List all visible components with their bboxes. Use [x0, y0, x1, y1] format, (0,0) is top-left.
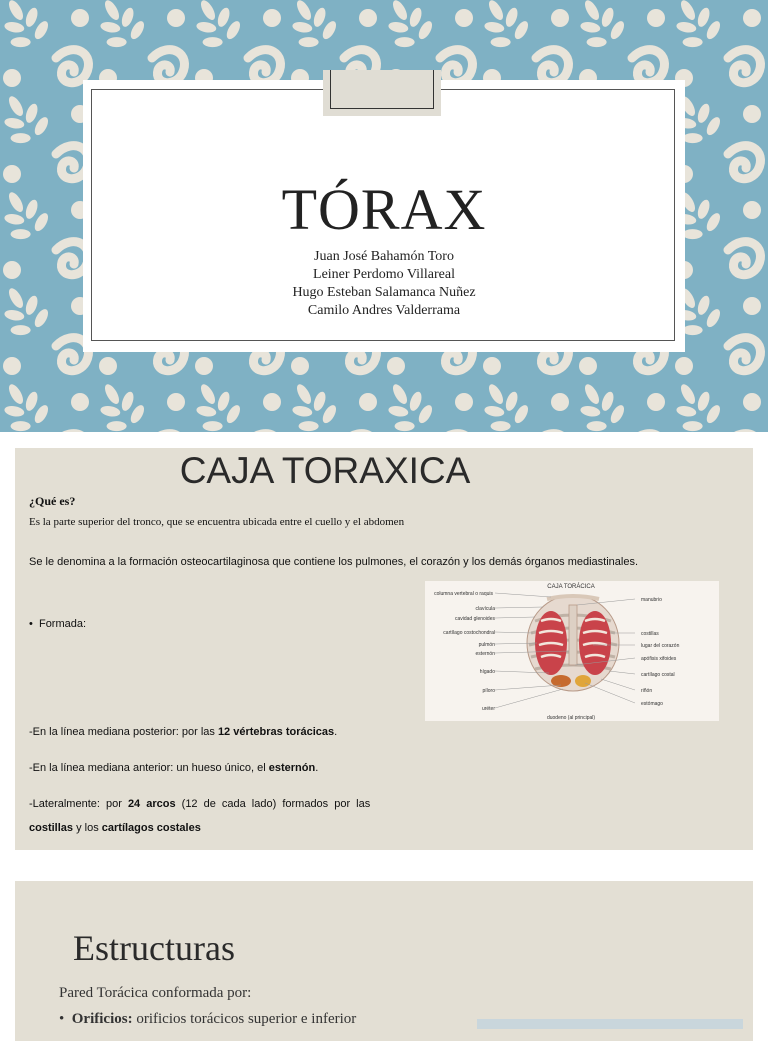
label-estomago: estómago [641, 701, 663, 707]
definition-text: Es la parte superior del tronco, que se encuentra ubicada entre el cuello y el abdomen [29, 516, 405, 528]
label-rinon: riñón [641, 688, 653, 694]
label-columna: columna vertebral o raquis [434, 591, 493, 597]
bullet-label: Formada: [38, 618, 87, 630]
label-piloro: píloro [482, 688, 495, 694]
line-costillas: costillas y los cartílagos costales [29, 822, 201, 834]
label-costillas: costillas [641, 631, 659, 637]
bullet-orificios: • Orificios: orificios torácicos superior e inferior [59, 1011, 357, 1027]
author-2: Leiner Perdomo Villareal [313, 267, 455, 282]
estructuras-slide [15, 881, 753, 1041]
label-clavicula: clavícula [475, 606, 495, 612]
author-3: Hugo Esteban Salamanca Nuñez [292, 285, 476, 300]
structure-image [477, 1019, 743, 1029]
author-4: Camilo Andres Valderrama [307, 303, 461, 318]
slide-title: Estructuras [73, 928, 235, 968]
author-list [83, 248, 685, 320]
bullet-formada: • Formada: [29, 618, 87, 630]
label-xifoides: apófisis xifoides [641, 656, 677, 662]
rib-cage-diagram [425, 581, 719, 721]
presentation-title: TÓRAX [281, 177, 487, 242]
label-cartilago-costo: cartílago costochondral [443, 630, 495, 636]
label-pulmon: pulmón [478, 642, 495, 648]
label-esternon: esternón [475, 651, 495, 657]
label-lugar-corazon: lugar del corazón [641, 643, 680, 649]
line-anterior: -En la línea mediana anterior: un hueso único, el esternón. [29, 762, 319, 774]
label-duodeno: duodeno (al principal) [546, 715, 596, 721]
title-tab-decoration [323, 70, 441, 116]
line-lateral: -Lateralmente: por 24 arcos (12 de cada lado) formados por las [29, 798, 371, 810]
title-card [83, 80, 685, 352]
caja-toraxica-slide [15, 448, 753, 850]
label-cavidad: cavidad glenoides [454, 616, 495, 622]
question-heading: ¿Qué es? [29, 494, 76, 508]
description-text: Se le denomina a la formación osteocartilaginosa que contiene los pulmones, el corazón y los demás órganos mediastinales. [29, 556, 639, 568]
label-higado: hígado [479, 669, 495, 675]
diagram-title: CAJA TORÁCICA [547, 584, 595, 590]
label-cartilago-costal: cartílago costal [641, 672, 675, 678]
author-1: Juan José Bahamón Toro [314, 249, 454, 264]
label-manubrio: manubrio [641, 597, 662, 603]
title-slide [0, 0, 768, 432]
slide-subtitle: Pared Torácica conformada por: [59, 985, 252, 1001]
label-ureter: uréter [481, 706, 495, 712]
line-posterior: -En la línea mediana posterior: por las 12 vértebras torácicas. [29, 726, 338, 738]
slide-title: CAJA TORAXICA [179, 450, 471, 491]
